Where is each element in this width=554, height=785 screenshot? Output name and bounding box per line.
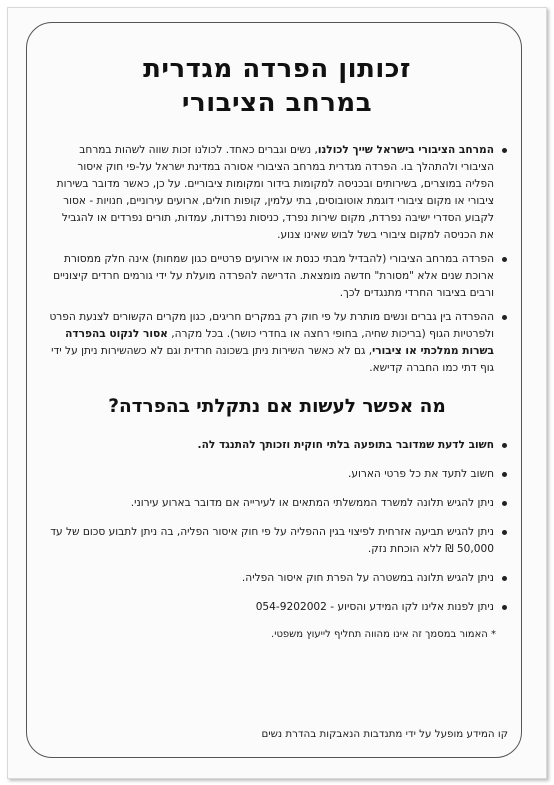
rights-item-text-end: , גם לא כאשר השירות ניתן בשכונה חרדית וגם לא כשהשירות ניתן על ידי גוף דתי כמו החברה קדישא. [51, 345, 494, 374]
action-item [46, 570, 508, 587]
title-line-1: זכותון הפרדה מגדרית [143, 54, 411, 84]
action-item [46, 437, 508, 454]
action-item [46, 466, 508, 483]
rights-item-text: , נשים וגברים כאחד. לכולנו זכות שווה לשהות במרחב הציבורי ולהתהלך בו. הפרדה מגדרית במרחב הציבורי אסורה במדינת ישראל על-פי חוק איסור הפליה במוצרים, בשירותים ובכניסה למקומות בידור ומקומות ציבוריים. על כן, כאשר מדובר בשירות ציבורי או מקום ציבורי דוגמת אוטובוסים, בתי עלמין, קופות חולים, ארועים עירוניים, חנויות - אסור לקבוע הסדרי ישיבה נפרדת, מקום שירות נפרד, כניסות נפרדות, עמדות, תורים נפרדים או להגביל את הכניסה למקום ציבורי בשל לבוש שאינו צנוע. [56, 144, 494, 241]
legal-disclaimer: * האמור במסמך זה אינו מהווה תחליף לייעוץ משפטי. [271, 629, 496, 640]
rights-item-tradition [46, 251, 508, 302]
action-question-heading: מה אפשר לעשות אם נתקלתי בהפרדה? [108, 396, 446, 417]
action-item-text: ניתן להגיש תלונה למשרד הממשלתי המתאים או לעירייה אם מדובר בארוע עירוני. [130, 497, 494, 509]
action-item-hotline [46, 599, 508, 616]
action-item [46, 524, 508, 558]
rights-list [46, 142, 508, 377]
rights-item-text: הפרדה במרחב הציבורי (להבדיל מבתי כנסת או אירועים פרטיים כגון שמחות) אינה חלק ממסורת ארוכת שנים אלא "מסורת" חדשה מומצאת. הדרישה להפרדה מועלת על ידי גורמים חרדים קיצוניים ורבים בציבור החרדי מתנגדים לכך. [53, 253, 494, 299]
rights-item-exceptions [46, 309, 508, 377]
actions-list [46, 437, 508, 616]
action-item-text: חשוב לדעת שמדובר בתופעה בלתי חוקית וזכותך להתנגד לה. [197, 439, 494, 451]
document-title [46, 52, 508, 120]
title-line-2: במרחב הציבורי [181, 88, 373, 118]
action-item-text: ניתן לפנות אלינו לקו המידע והסיוע - 054-9202002 [255, 601, 494, 613]
action-item [46, 495, 508, 512]
rights-item-public-space [46, 142, 508, 244]
action-item-text: חשוב לתעד את כל פרטי הארוע. [347, 468, 494, 480]
action-item-text: ניתן להגיש תלונה במשטרה על הפרת חוק איסור הפליה. [241, 572, 494, 584]
rights-item-bold: אסור לנקוט בהפרדה בשרות ממלכתי או ציבורי [65, 328, 494, 357]
rights-item-text: ההפרדה בין גברים ונשים מותרת על פי חוק רק במקרים חריגים, כגון מקרים הקשורים לצנעת הפרט ולפרטיות הגוף (בריכות שחיה, בחופי רחצה או בחדרי כושר). בכל מקרה, [49, 311, 494, 340]
footer-note: קו המידע מופעל על ידי מתנדבות הנאבקות בהדרת נשים [261, 728, 508, 740]
document-content [46, 38, 508, 642]
rights-item-bold: המרחב הציבורי בישראל שייך לכולנו [317, 144, 494, 156]
action-item-text: ניתן להגיש תביעה אזרחית לפיצוי בגין ההפליה על פי חוק איסור הפליה, בה ניתן לתבוע סכום של עד 50,000 ₪ ללא הוכחת נזק. [50, 526, 494, 555]
